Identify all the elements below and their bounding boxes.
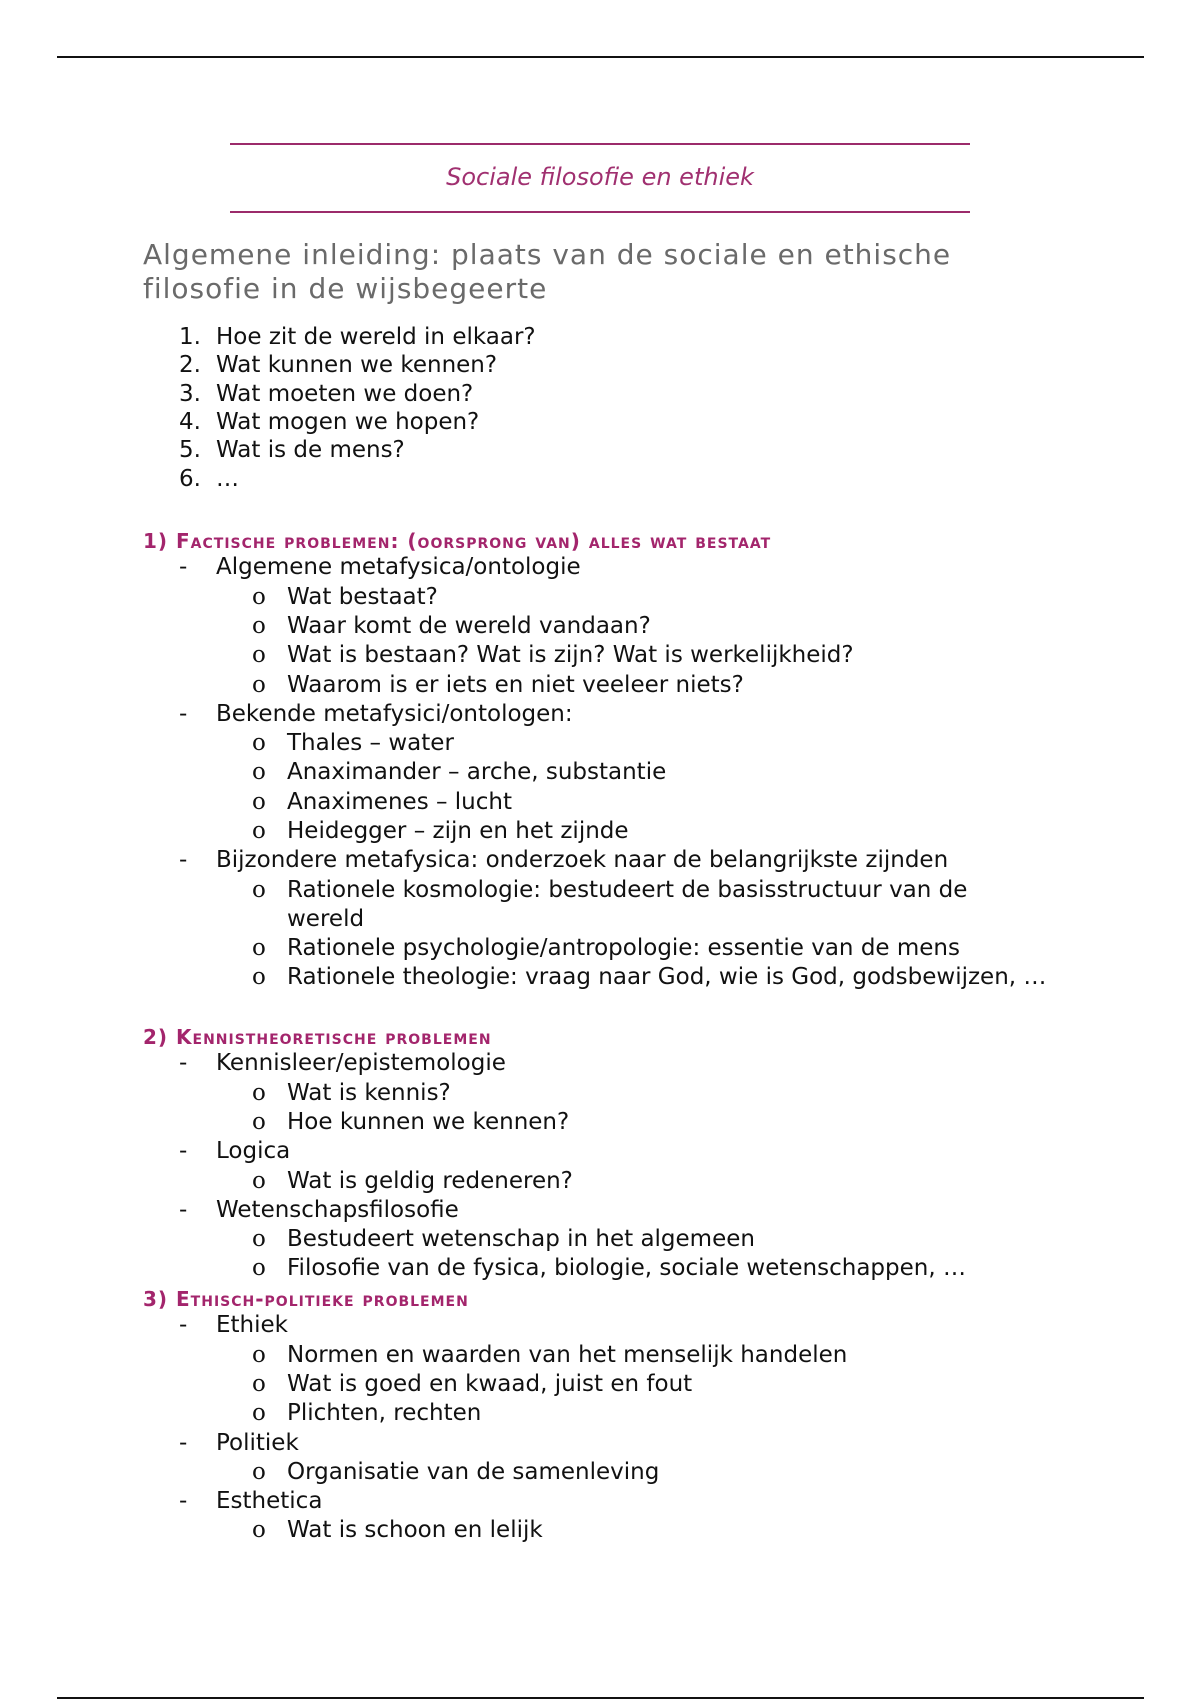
dash-item-text: Logica [216, 1138, 291, 1165]
sub-item-text: Bestudeert wetenschap in het algemeen [287, 1226, 755, 1253]
sub-item-text: Filosofie van de fysica, biologie, sociale wetenschappen, … [287, 1255, 966, 1282]
question-text: Hoe zit de wereld in elkaar? [216, 324, 536, 350]
question-number: 2. [179, 352, 201, 379]
section-heading: 1) Factische problemen: (oorsprong van) alles wat bestaat [143, 529, 772, 553]
sub-item-text: Rationele psychologie/antropologie: essentie van de mens [287, 934, 960, 961]
question-text: Wat moeten we doen? [216, 380, 474, 407]
bullet-marker: o [252, 612, 266, 639]
bullet-marker: o [252, 1226, 266, 1253]
sub-item-text: Organisatie van de samenleving [287, 1458, 660, 1485]
section-heading: 2) Kennistheoretische problemen [143, 1025, 492, 1049]
document-title: Sociale filosofie en ethiek [446, 163, 754, 191]
sub-item-text: Rationele theologie: vraag naar God, wie is God, godsbewijzen, … [287, 964, 1047, 991]
bullet-marker: o [252, 1370, 266, 1397]
sub-item-text: Waar komt de wereld vandaan? [287, 612, 651, 639]
sub-item-text: Anaximander – arche, substantie [287, 759, 667, 786]
dash-marker: - [179, 1429, 188, 1456]
dash-item-text: Algemene metafysica/ontologie [216, 554, 581, 581]
sub-item-text: Plichten, rechten [287, 1400, 482, 1427]
dash-marker: - [179, 1312, 188, 1339]
dash-marker: - [179, 847, 188, 874]
title-block [230, 143, 970, 213]
sub-item-text: Hoe kunnen we kennen? [287, 1108, 570, 1135]
dash-item-text: Bekende metafysici/ontologen: [216, 700, 573, 727]
dash-marker: - [179, 1050, 188, 1077]
bullet-marker: o [252, 788, 266, 815]
intro-heading: Algemene inleiding: plaats van de sociale en ethische filosofie in de wijsbegeerte [143, 238, 952, 305]
question-text: Wat kunnen we kennen? [216, 352, 498, 379]
bullet-marker: o [252, 1458, 266, 1485]
dash-item-text: Politiek [216, 1429, 299, 1456]
bullet-marker: o [252, 1517, 266, 1544]
title-top-line [230, 143, 970, 145]
bullet-marker: o [252, 642, 266, 669]
question-number: 6. [179, 465, 201, 492]
question-number: 4. [179, 408, 201, 435]
page-top-rule [57, 56, 1144, 58]
question-text: Wat mogen we hopen? [216, 408, 480, 435]
question-text: … [216, 465, 239, 492]
bullet-marker: o [252, 730, 266, 757]
sub-item-text: Wat is geldig redeneren? [287, 1167, 573, 1194]
sub-item-text: Wat bestaat? [287, 583, 438, 610]
bullet-marker: o [252, 964, 266, 991]
page-bottom-rule [57, 1697, 1144, 1699]
sub-item-text: Anaximenes – lucht [287, 788, 513, 815]
bullet-marker: o [252, 1108, 266, 1135]
dash-marker: - [179, 1138, 188, 1165]
dash-item-text: Bijzondere metafysica: onderzoek naar de belangrijkste zijnden [216, 847, 949, 874]
dash-marker: - [179, 700, 188, 727]
dash-marker: - [179, 1488, 188, 1515]
bullet-marker: o [252, 1341, 266, 1368]
sub-item-text: Wat is schoon en lelijk [287, 1517, 543, 1544]
sub-item-text: Thales – water [287, 730, 454, 757]
bullet-marker: o [252, 934, 266, 961]
bullet-marker: o [252, 583, 266, 610]
section-heading: 3) Ethisch-politieke problemen [143, 1287, 469, 1311]
question-number: 3. [179, 380, 201, 407]
sub-item-text: Rationele kosmologie: bestudeert de basisstructuur van de wereld [287, 876, 968, 932]
dash-item-text: Esthetica [216, 1488, 323, 1515]
bullet-marker: o [252, 876, 266, 903]
dash-item-text: Ethiek [216, 1312, 288, 1339]
sub-item-text: Wat is goed en kwaad, juist en fout [287, 1370, 693, 1397]
title-bottom-line [230, 211, 970, 213]
dash-marker: - [179, 1196, 188, 1223]
question-number: 1. [179, 324, 201, 350]
sub-item-text: Wat is kennis? [287, 1079, 451, 1106]
dash-item-text: Wetenschapsfilosofie [216, 1196, 459, 1223]
sub-item-text: Heidegger – zijn en het zijnde [287, 818, 629, 844]
bullet-marker: o [252, 671, 266, 698]
dash-marker: - [179, 554, 188, 581]
bullet-marker: o [252, 1255, 266, 1282]
bullet-marker: o [252, 818, 266, 844]
question-text: Wat is de mens? [216, 437, 405, 464]
sub-item-text: Normen en waarden van het menselijk handelen [287, 1341, 848, 1368]
bullet-marker: o [252, 1079, 266, 1106]
question-number: 5. [179, 437, 201, 464]
sub-item-text: Waarom is er iets en niet veeleer niets? [287, 671, 744, 698]
sub-item-text: Wat is bestaan? Wat is zijn? Wat is werkelijkheid? [287, 642, 854, 669]
dash-item-text: Kennisleer/epistemologie [216, 1050, 506, 1077]
bullet-marker: o [252, 1400, 266, 1427]
bullet-marker: o [252, 759, 266, 786]
bullet-marker: o [252, 1167, 266, 1194]
